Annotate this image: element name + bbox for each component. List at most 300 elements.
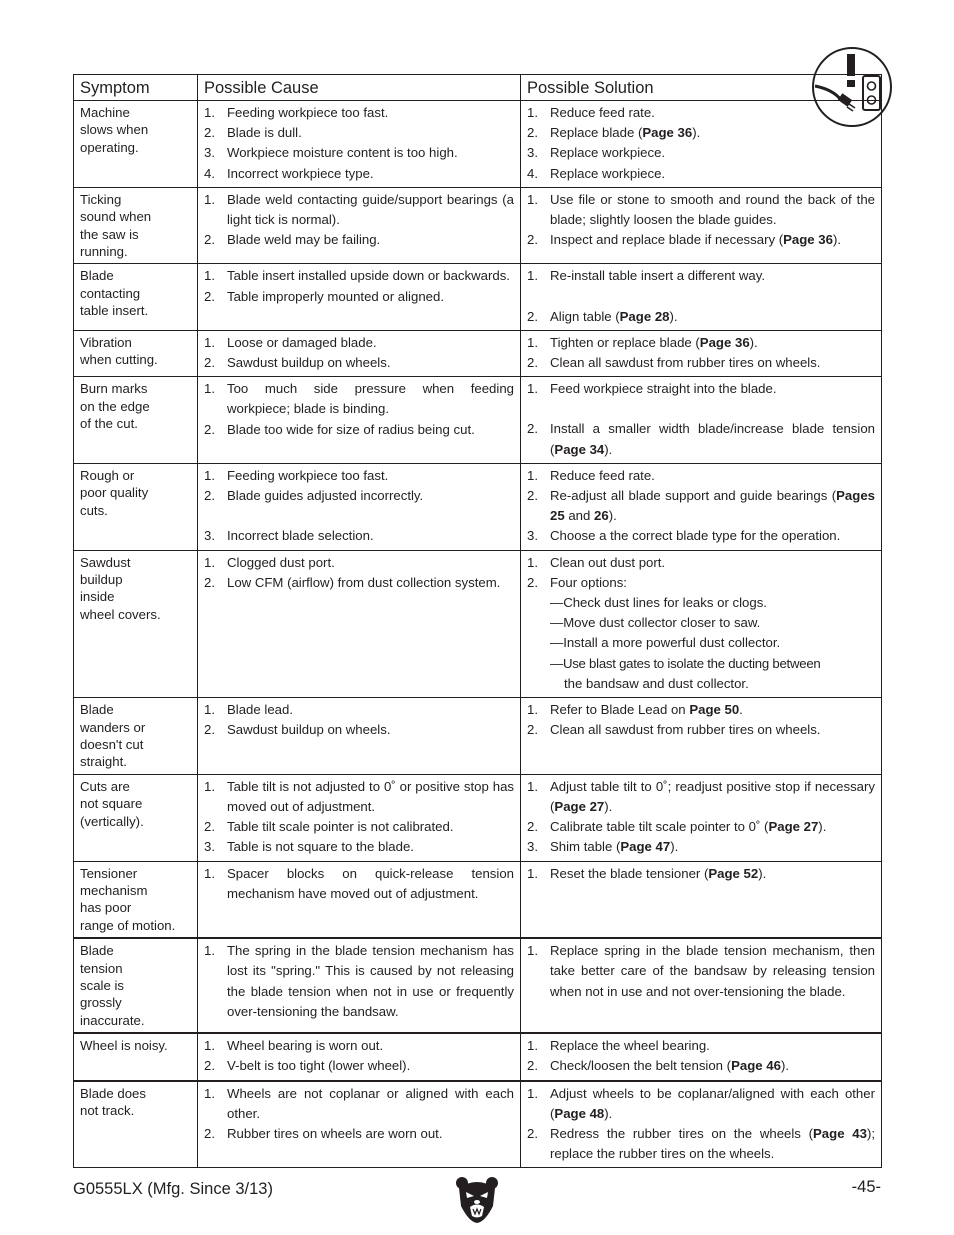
text-run: Sawdust buildup on wheels. [227, 722, 391, 738]
text-run: Calibrate table tilt scale pointer to 0˚ ( [550, 819, 769, 835]
symptom-line: not square [80, 796, 143, 812]
page-reference: Page 52 [708, 865, 759, 881]
solution-item [527, 143, 875, 163]
text-run: Choose a the correct blade type for the operation. [550, 528, 841, 544]
symptom-cell [74, 377, 198, 464]
symptom-line: slows when [80, 122, 149, 138]
cause-item [204, 1036, 514, 1056]
solution-cell [521, 1033, 882, 1080]
item-text [227, 777, 514, 817]
item-text [550, 353, 875, 373]
item-number: 1. [204, 381, 215, 397]
solution-cell [521, 264, 882, 330]
item-text [227, 700, 514, 720]
item-text [550, 164, 875, 184]
solution-item [527, 526, 875, 546]
item-number: 1. [204, 865, 215, 881]
text-run: Check/loosen the belt tension ( [550, 1058, 732, 1074]
item-text [227, 1084, 514, 1124]
solution-cell [521, 187, 882, 264]
solution-list [527, 777, 875, 858]
item-number: 2. [204, 1058, 215, 1074]
solution-list [527, 864, 875, 884]
symptom-cell [74, 1033, 198, 1080]
text-run: Shim table ( [550, 839, 621, 855]
symptom-cell [74, 330, 198, 376]
item-text [550, 143, 875, 163]
text-run: Blade weld may be failing. [227, 232, 381, 248]
item-text [227, 837, 514, 857]
page-reference: Page 27 [768, 819, 819, 835]
solution-item [527, 1084, 875, 1124]
cause-list [204, 333, 514, 373]
symptom-line: Blade [80, 943, 114, 959]
table-row [74, 330, 882, 376]
item-text [227, 553, 514, 573]
solution-item [527, 700, 875, 720]
item-text [227, 287, 514, 307]
solution-option: —Use blast gates to isolate the ducting between [550, 655, 821, 671]
item-text [550, 307, 875, 327]
solution-list [527, 700, 875, 740]
item-text [227, 1036, 514, 1056]
symptom-line: wheel covers. [80, 606, 161, 622]
solution-item [527, 777, 875, 817]
text-run: Adjust table tilt to 0˚; readjust positive stop if necessary ( [550, 778, 875, 814]
symptom-line: poor quality [80, 485, 149, 501]
cause-cell [198, 861, 521, 938]
solution-list [527, 466, 875, 547]
cause-list [204, 864, 514, 904]
cause-item [204, 353, 514, 373]
solution-list [527, 379, 875, 460]
item-number: 1. [204, 191, 215, 207]
solution-list [527, 266, 875, 326]
solution-item [527, 1124, 875, 1164]
item-number: 1. [204, 1085, 215, 1101]
item-number: 1. [527, 467, 538, 483]
item-text [550, 1124, 875, 1164]
table-row [74, 187, 882, 264]
solution-item [527, 553, 875, 573]
item-text [227, 123, 514, 143]
solution-item [527, 486, 875, 526]
text-run: Refer to Blade Lead on [550, 702, 690, 718]
cause-item [204, 103, 514, 123]
solution-list [527, 1084, 875, 1165]
symptom-line: has poor [80, 900, 132, 916]
text-run: ). [832, 232, 842, 248]
table-body [74, 101, 882, 1168]
item-number: 4. [527, 165, 538, 181]
bear-logo-icon [455, 1174, 499, 1224]
cause-cell [198, 463, 521, 550]
item-number: 2. [527, 574, 538, 590]
text-run: Table insert installed upside down or backwards. [227, 268, 510, 284]
text-run: and [564, 508, 595, 524]
text-run: Blade guides adjusted incorrectly. [227, 488, 424, 504]
text-run: Adjust wheels to be coplanar/aligned with each other ( [550, 1085, 875, 1121]
cause-item [204, 420, 514, 440]
text-run: Clean all sawdust from rubber tires on wheels. [550, 722, 821, 738]
item-number: 1. [204, 554, 215, 570]
text-run: Replace blade ( [550, 125, 643, 141]
text-run: Too much side pressure when feeding workpiece; blade is binding. [227, 381, 514, 417]
item-number: 1. [204, 778, 215, 794]
text-run: Table is not square to the blade. [227, 839, 414, 855]
text-run: . [739, 702, 743, 718]
text-run: Feeding workpiece too fast. [227, 467, 389, 483]
item-number: 2. [204, 574, 215, 590]
cause-list [204, 103, 514, 184]
cause-list [204, 1084, 514, 1145]
text-run: Reduce feed rate. [550, 105, 655, 120]
text-run: Table improperly mounted or aligned. [227, 288, 444, 304]
text-run: Install a smaller width blade/increase blade tension ( [550, 421, 875, 457]
solution-item [527, 103, 875, 123]
solution-cell [521, 698, 882, 775]
item-text [550, 941, 875, 1002]
solution-option: the bandsaw and dust collector. [564, 675, 749, 691]
symptom-line: Burn marks [80, 381, 148, 397]
solution-option: —Install a more powerful dust collector. [550, 635, 781, 651]
text-run: ). [604, 1105, 613, 1121]
text-run: ); replace the rubber tires on the wheels. [550, 1126, 875, 1162]
item-number: 2. [204, 355, 215, 371]
symptom-cell [74, 938, 198, 1033]
text-run: Spacer blocks on quick-release tension mechanism have moved out of adjustment. [227, 865, 514, 901]
cause-item [204, 143, 514, 163]
cause-list [204, 777, 514, 858]
item-number: 2. [527, 819, 538, 835]
cause-cell [198, 1033, 521, 1080]
solution-item [527, 353, 875, 373]
page-reference: Page 43 [813, 1126, 867, 1141]
item-number: 1. [204, 702, 215, 718]
item-number: 1. [204, 268, 215, 284]
solution-item [527, 1056, 875, 1076]
symptom-line: Blade does [80, 1085, 146, 1101]
item-text [550, 466, 875, 486]
solution-list [527, 1036, 875, 1076]
cause-item [204, 486, 514, 506]
symptom-line: Rough or [80, 467, 135, 483]
symptom-line: doesn't cut [80, 736, 144, 752]
solution-list [527, 103, 875, 184]
solution-cell [521, 1081, 882, 1168]
text-run: Redress the rubber tires on the wheels ( [550, 1126, 814, 1141]
text-run: Clean out dust port. [550, 554, 666, 570]
solution-item [527, 1036, 875, 1056]
table-row [74, 1033, 882, 1080]
cause-item [204, 190, 514, 230]
solution-list [527, 941, 875, 1002]
item-number: 1. [204, 334, 215, 350]
item-number: 1. [204, 1038, 215, 1054]
table-row [74, 1081, 882, 1168]
text-run: ). [608, 508, 617, 524]
page-reference: Page 27 [554, 798, 605, 814]
table-row [74, 101, 882, 188]
text-run: Workpiece moisture content is too high. [227, 145, 458, 161]
text-run: Incorrect workpiece type. [227, 165, 374, 181]
item-text [550, 230, 875, 250]
symptom-line: Blade [80, 702, 114, 718]
cause-item [204, 1124, 514, 1144]
item-number: 2. [204, 488, 215, 504]
text-run: Sawdust buildup on wheels. [227, 355, 391, 371]
item-text [227, 333, 514, 353]
symptom-line: on the edge [80, 398, 150, 414]
item-text [227, 941, 514, 1022]
cause-item [204, 164, 514, 184]
item-text [227, 379, 514, 419]
item-text [550, 777, 875, 817]
text-run: Table tilt is not adjusted to 0˚ or positive stop has moved out of adjustment. [227, 778, 514, 814]
symptom-line: tension [80, 960, 123, 976]
cause-item [204, 1084, 514, 1124]
text-run: ). [604, 441, 613, 457]
table-header-row [74, 75, 882, 101]
text-run: ). [604, 798, 613, 814]
solution-item [527, 573, 875, 593]
cause-item [204, 333, 514, 353]
text-run: Blade lead. [227, 702, 293, 718]
symptom-line: inaccurate. [80, 1012, 145, 1028]
item-text [550, 526, 875, 546]
item-text [550, 1056, 875, 1076]
footer-page-number: -45- [851, 1178, 881, 1196]
cause-item [204, 837, 514, 857]
solution-cell [521, 938, 882, 1033]
text-run: The spring in the blade tension mechanism has lost its "spring." This is caused by not releasing the blade tension when not in use or frequently over-tensioning the bandsaw. [227, 943, 514, 1019]
table-row [74, 861, 882, 938]
item-text [550, 864, 875, 884]
item-text [227, 817, 514, 837]
table-row [74, 938, 882, 1033]
page-reference: 26 [594, 508, 609, 524]
text-run: Replace workpiece. [550, 145, 666, 161]
page-reference: Page 36 [783, 232, 833, 248]
item-number: 2. [204, 819, 215, 835]
solution-cell [521, 101, 882, 188]
cause-item [204, 573, 514, 593]
item-number: 1. [527, 1038, 538, 1054]
item-text [227, 266, 514, 286]
text-run: ). [692, 125, 701, 141]
cause-list [204, 941, 514, 1022]
text-run: Clean all sawdust from rubber tires on wheels. [550, 355, 821, 371]
cause-cell [198, 774, 521, 861]
item-number: 1. [527, 865, 538, 881]
item-number: 1. [527, 1085, 538, 1101]
symptom-line: Tensioner [80, 865, 138, 881]
item-number: 3. [527, 528, 538, 544]
item-number: 1. [527, 554, 538, 570]
text-run: Table tilt scale pointer is not calibrated. [227, 819, 454, 835]
item-text [227, 486, 514, 506]
item-text [227, 864, 514, 904]
symptom-line: Wheel is noisy. [80, 1038, 168, 1054]
item-text [550, 103, 875, 123]
symptom-line: buildup [80, 572, 123, 588]
item-text [550, 379, 875, 399]
item-number: 1. [527, 334, 538, 350]
item-number: 2. [527, 232, 538, 248]
header-possible-solution: Possible Solution [521, 75, 882, 101]
text-run: Incorrect blade selection. [227, 528, 374, 544]
item-text [550, 419, 875, 459]
symptom-line: Cuts are [80, 778, 130, 794]
page-reference: Page 47 [620, 839, 671, 855]
symptom-line: Blade [80, 268, 114, 284]
solution-item [527, 266, 875, 286]
text-run: Replace workpiece. [550, 165, 666, 181]
item-text [227, 164, 514, 184]
symptom-line: scale is [80, 977, 124, 993]
cause-cell [198, 330, 521, 376]
solution-item [527, 720, 875, 740]
text-run: Wheels are not coplanar or aligned with each other. [227, 1085, 514, 1121]
page-reference: Page 36 [699, 334, 750, 350]
text-run: Clogged dust port. [227, 554, 335, 570]
item-text [550, 817, 875, 837]
text-run: Rubber tires on wheels are worn out. [227, 1126, 443, 1141]
cause-list [204, 700, 514, 740]
item-text [550, 720, 875, 740]
item-text [227, 466, 514, 486]
symptom-line: the saw is [80, 226, 139, 242]
item-text [227, 230, 514, 250]
cause-item [204, 466, 514, 486]
item-number: 3. [527, 145, 538, 161]
item-text [227, 573, 514, 593]
symptom-cell [74, 264, 198, 330]
table-row [74, 377, 882, 464]
symptom-line: range of motion. [80, 917, 176, 933]
solution-cell [521, 463, 882, 550]
symptom-line: wanders or [80, 719, 146, 735]
text-run: ). [749, 334, 758, 350]
header-possible-cause: Possible Cause [198, 75, 521, 101]
symptom-cell [74, 550, 198, 697]
text-run: Tighten or replace blade ( [550, 334, 700, 350]
item-text [550, 1036, 875, 1056]
cause-item [204, 379, 514, 419]
symptom-line: contacting [80, 285, 141, 301]
cause-item [204, 526, 514, 546]
item-text [550, 573, 875, 593]
item-text [550, 553, 875, 573]
table-row [74, 550, 882, 697]
solution-list [527, 553, 875, 593]
solution-item [527, 123, 875, 143]
page-reference: Pages 25 [550, 488, 875, 524]
item-number: 3. [527, 839, 538, 855]
cause-list [204, 266, 514, 306]
item-number: 3. [204, 145, 215, 161]
cause-list [204, 466, 514, 547]
text-run: Blade weld contacting guide/support bearings (a light tick is normal). [227, 191, 514, 228]
cause-item [204, 700, 514, 720]
solution-item [527, 817, 875, 837]
symptom-line: straight. [80, 754, 127, 770]
cause-cell [198, 377, 521, 464]
symptom-cell [74, 187, 198, 264]
solution-option: —Check dust lines for leaks or clogs. [550, 595, 767, 611]
item-number: 2. [527, 125, 538, 141]
solution-cell [521, 377, 882, 464]
text-run: Low CFM (airflow) from dust collection system. [227, 574, 501, 590]
item-number: 1. [527, 105, 538, 120]
text-run: Feed workpiece straight into the blade. [550, 381, 777, 397]
cause-item [204, 266, 514, 286]
item-text [227, 1056, 514, 1076]
text-run: Loose or damaged blade. [227, 334, 377, 350]
cause-cell [198, 1081, 521, 1168]
text-run: Reduce feed rate. [550, 467, 655, 483]
item-text [227, 190, 514, 230]
text-run: ). [780, 1058, 789, 1074]
item-number: 2. [527, 488, 538, 504]
text-run: Wheel bearing is worn out. [227, 1038, 384, 1054]
table-row [74, 698, 882, 775]
item-number: 1. [204, 105, 215, 120]
cause-cell [198, 938, 521, 1033]
item-number: 2. [527, 355, 538, 371]
cause-item [204, 1056, 514, 1076]
item-text [227, 720, 514, 740]
item-number: 2. [204, 125, 215, 141]
solution-item [527, 419, 875, 459]
item-number: 1. [204, 467, 215, 483]
solution-item [527, 466, 875, 486]
cause-item [204, 720, 514, 740]
symptom-line: table insert. [80, 303, 149, 319]
symptom-line: grossly [80, 995, 122, 1011]
symptom-line: not track. [80, 1103, 135, 1118]
text-run: V-belt is too tight (lower wheel). [227, 1058, 411, 1074]
solution-option: —Move dust collector closer to saw. [550, 615, 761, 631]
item-text [227, 103, 514, 123]
page-reference: Page 50 [689, 702, 740, 718]
table-row [74, 463, 882, 550]
item-text [227, 353, 514, 373]
symptom-line: inside [80, 589, 115, 605]
item-text [550, 333, 875, 353]
item-number: 2. [527, 308, 538, 324]
item-text [550, 1084, 875, 1124]
cause-item [204, 941, 514, 1022]
cause-list [204, 190, 514, 251]
symptom-line: cuts. [80, 502, 108, 518]
solution-item [527, 190, 875, 230]
symptom-line: when cutting. [80, 352, 158, 368]
symptom-line: running. [80, 244, 128, 260]
symptom-line: operating. [80, 139, 139, 155]
solution-cell [521, 550, 882, 697]
text-run: Reset the blade tensioner ( [550, 865, 709, 881]
item-number: 2. [204, 722, 215, 738]
footer-model: G0555LX (Mfg. Since 3/13) [73, 1180, 273, 1198]
text-run: Four options: [550, 574, 627, 590]
solution-item [527, 379, 875, 399]
item-text [227, 526, 514, 546]
item-number: 2. [527, 421, 538, 437]
symptom-cell [74, 774, 198, 861]
cause-item [204, 777, 514, 817]
symptom-line: of the cut. [80, 416, 138, 432]
